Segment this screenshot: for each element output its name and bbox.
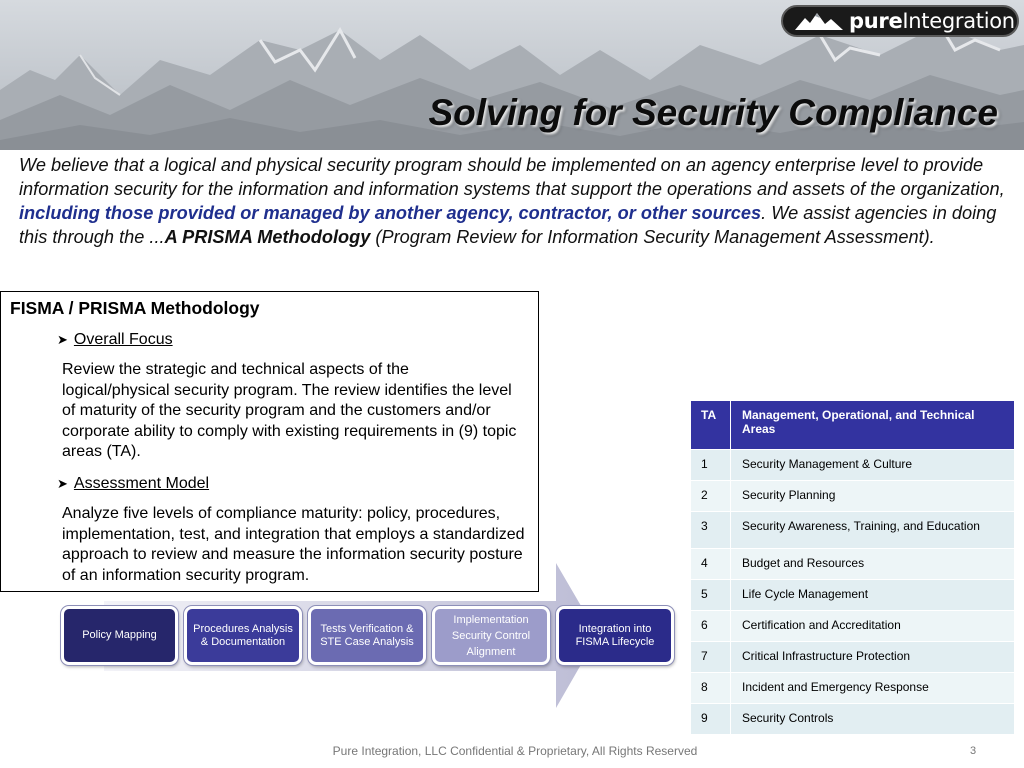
process-step-procedures-analysis: Procedures Analysis & Documentation	[184, 606, 302, 665]
topic-areas-table	[690, 400, 1015, 735]
company-logo	[781, 5, 1019, 37]
slide-title: Solving for Security Compliance	[428, 92, 998, 133]
process-step-integration: Integration into FISMA Lifecycle	[556, 606, 674, 665]
assessment-model-text: Analyze five levels of compliance maturity: policy, procedures, implementation, test, and integration that employs a standardized approach to review and measure the information security posture of an information security program.	[62, 505, 525, 584]
overall-focus-heading: ➤ Overall Focus	[57, 331, 173, 348]
table-row: 3 Security Awareness, Training, and Education	[691, 512, 1015, 549]
page-number: 3	[970, 745, 977, 757]
table-row: 7 Critical Infrastructure Protection	[691, 642, 1015, 673]
column-header-ta: TA	[691, 401, 731, 450]
assessment-model-heading: ➤ Assessment Model	[57, 475, 210, 492]
table-row: 1 Security Management & Culture	[691, 450, 1015, 481]
mountain-logo-icon	[795, 10, 845, 32]
overall-focus-text: Review the strategic and technical aspects of the logical/physical security program. The review identifies the level of maturity of the security program and the customers and/or corporate ability to comply with existing requirements in (9) topic areas (TA).	[62, 361, 517, 460]
process-step-policy-mapping: Policy Mapping	[61, 606, 178, 665]
methodology-title: FISMA / PRISMA Methodology	[10, 298, 260, 318]
footer-confidential: Pure Integration, LLC Confidential & Proprietary, All Rights Reserved	[332, 744, 698, 758]
table-header-row	[691, 401, 1015, 450]
intro-paragraph: We believe that a logical and physical security program should be implemented on an agency enterprise level to provide information security for the information and information systems that support the operations and assets of the organization, including those provided or managed by another agency, contractor, or other sources. We assist agencies in doing this through the ...A PRISMA Methodology (Program Review for Information Security Management Assessment).	[19, 155, 1005, 247]
table-row: 5 Life Cycle Management	[691, 580, 1015, 611]
table-row: 2 Security Planning	[691, 481, 1015, 512]
table-row: 4 Budget and Resources	[691, 549, 1015, 580]
intro-highlight: including those provided or managed by another agency, contractor, or other sources	[19, 203, 762, 223]
bullet-arrow-icon: ➤	[57, 476, 68, 491]
bullet-arrow-icon: ➤	[57, 332, 68, 347]
table-row: 6 Certification and Accreditation	[691, 611, 1015, 642]
methodology-box	[0, 291, 539, 592]
table-row: 8 Incident and Emergency Response	[691, 673, 1015, 704]
column-header-areas: Management, Operational, and Technical Areas	[731, 401, 1015, 450]
intro-methodology-name: A PRISMA Methodology	[164, 227, 371, 247]
process-step-implementation: Implementation Security Control Alignment	[432, 606, 550, 665]
process-step-tests-verification: Tests Verification & STE Case Analysis	[308, 606, 426, 665]
logo-wordmark: pureIntegration	[849, 9, 1015, 33]
table-row: 9 Security Controls	[691, 704, 1015, 735]
